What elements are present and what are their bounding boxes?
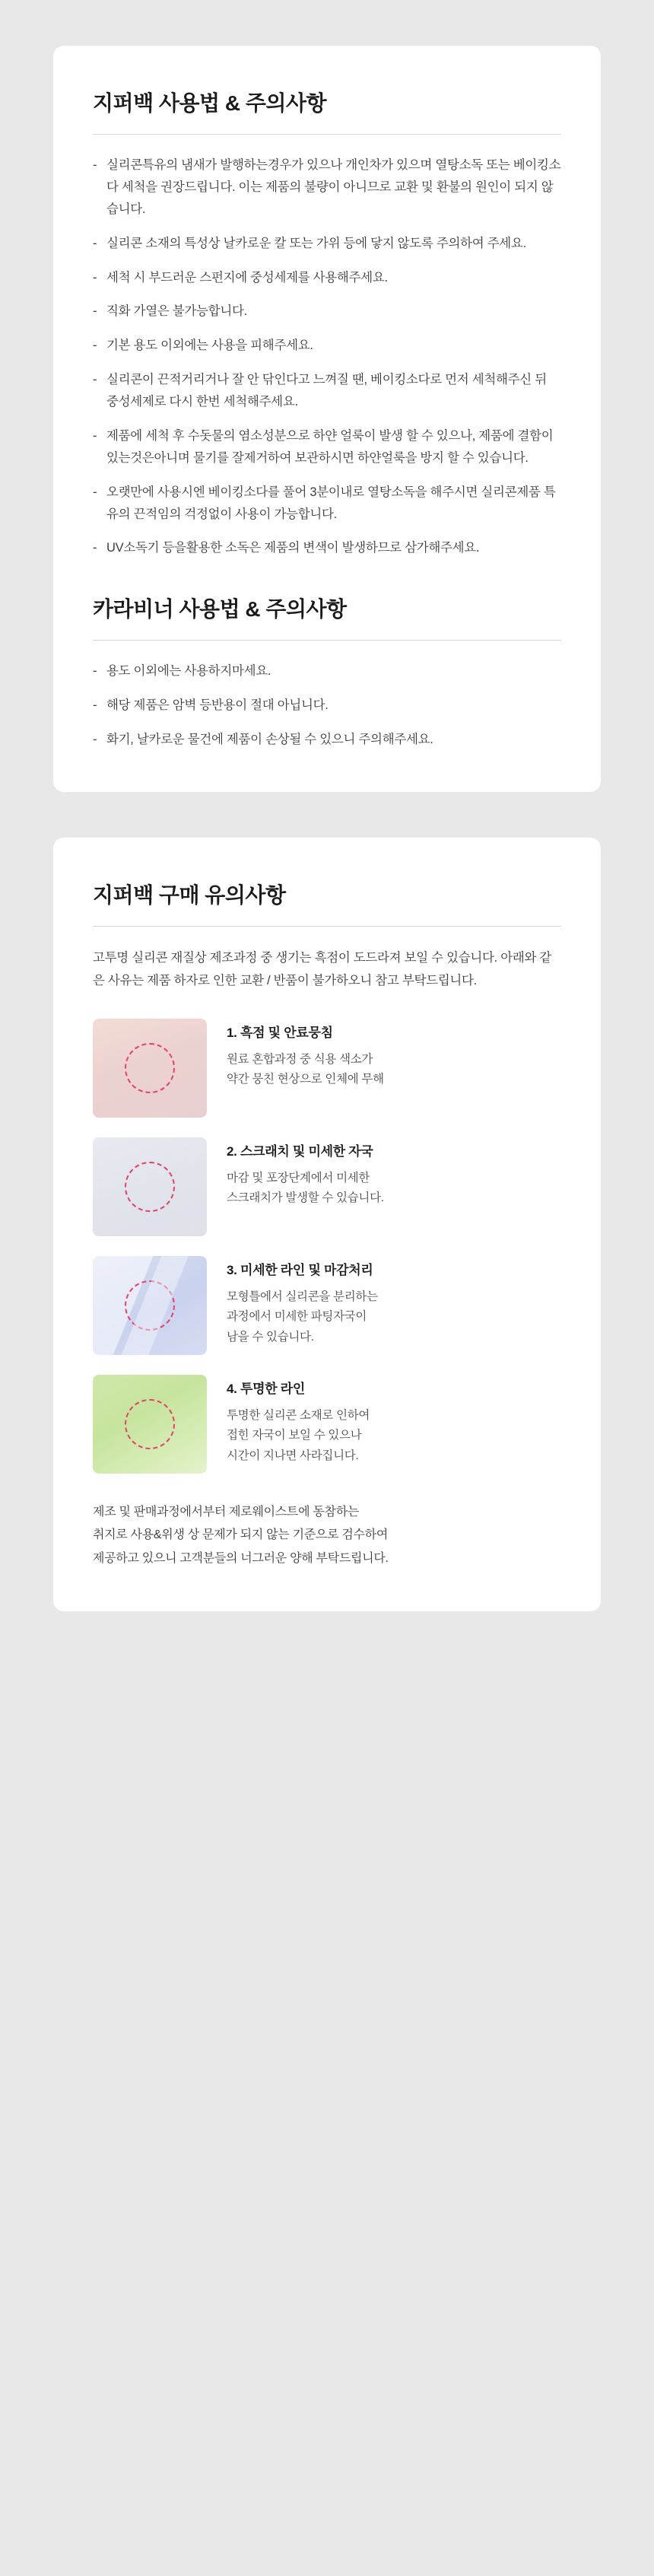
highlight-circle-icon — [125, 1162, 175, 1212]
blue-swatch — [93, 1256, 207, 1355]
list-item-text: 실리콘특유의 냄새가 발행하는경우가 있으나 개인차가 있으며 열탕소독 또는 베이킹소다 세척을 권장드립니다. 이는 제품의 불량이 아니므로 교환 및 환불의 원인이 되지 않습니다. — [106, 158, 561, 216]
green-swatch — [93, 1375, 207, 1474]
list-item — [93, 729, 561, 751]
dash-bullet: - — [93, 270, 97, 285]
list-item-text: 오랫만에 사용시엔 베이킹소다를 풀어 3분이내로 열탕소독을 해주시면 실리콘제품 특유의 끈적임의 걱정없이 사용이 가능합니다. — [106, 485, 556, 521]
dash-bullet: - — [93, 541, 97, 555]
carabiner-usage-list — [93, 660, 561, 751]
list-item-text: 실리콘 소재의 특성상 날카로운 칼 또는 가위 등에 닿지 않도록 주의하여 주세요. — [106, 236, 526, 250]
list-item — [93, 660, 561, 682]
list-item — [93, 301, 561, 323]
dash-bullet: - — [93, 485, 97, 499]
list-item — [93, 267, 561, 289]
highlight-circle-icon — [125, 1043, 175, 1093]
list-item — [93, 335, 561, 357]
defect-item-2 — [93, 1137, 561, 1236]
list-item — [93, 425, 561, 469]
defect-description: 투명한 실리콘 소재로 인하여 접힌 자국이 보일 수 있으나 시간이 지나면 사라집니다. — [227, 1408, 370, 1462]
defect-item-1 — [93, 1019, 561, 1118]
divider — [93, 926, 561, 927]
divider — [93, 134, 561, 135]
list-item-text: UV소독기 등을활용한 소독은 제품의 변색이 발생하므로 삼가해주세요. — [106, 541, 480, 555]
list-item — [93, 482, 561, 526]
list-item — [93, 233, 561, 255]
defect-title: 2. 스크래치 및 미세한 자국 — [227, 1143, 373, 1159]
list-item-text: 직화 가열은 불가능합니다. — [106, 304, 247, 319]
defect-description: 마감 및 포장단계에서 미세한 스크래치가 발생할 수 있습니다. — [227, 1171, 384, 1205]
list-item — [93, 537, 561, 559]
list-item — [93, 154, 561, 221]
defect-title: 1. 흑점 및 안료뭉침 — [227, 1025, 333, 1040]
dash-bullet: - — [93, 339, 97, 353]
zipperbag-usage-list — [93, 154, 561, 559]
dash-bullet: - — [93, 733, 97, 746]
defect-text-block — [207, 1137, 384, 1209]
carabiner-usage-title: 카라비너 사용법 & 주의사항 — [93, 597, 347, 622]
dash-bullet: - — [93, 158, 97, 172]
defect-title: 4. 투명한 라인 — [227, 1381, 306, 1396]
list-item-text: 용도 이외에는 사용하지마세요. — [106, 664, 271, 679]
usage-cautions-card — [53, 46, 601, 792]
list-item — [93, 369, 561, 413]
dash-bullet: - — [93, 236, 97, 250]
purchase-notice-title: 지퍼백 구매 유의사항 — [93, 883, 286, 907]
highlight-circle-icon — [125, 1399, 175, 1449]
list-item — [93, 695, 561, 717]
defect-text-block — [207, 1375, 370, 1466]
grey-swatch — [93, 1137, 207, 1236]
list-item-text: 세척 시 부드러운 스펀지에 중성세제를 사용해주세요. — [106, 270, 388, 285]
defect-description: 원료 혼합과정 중 식용 색소가 약간 뭉친 현상으로 인체에 무해 — [227, 1052, 384, 1086]
divider — [93, 640, 561, 641]
pink-swatch — [93, 1019, 207, 1118]
dash-bullet: - — [93, 428, 97, 443]
defect-list — [93, 1019, 561, 1474]
list-item-text: 실리콘이 끈적거리거나 잘 안 닦인다고 느껴질 땐, 베이킹소다로 먼저 세척해주신 뒤 중성세제로 다시 한번 세척해주세요. — [106, 373, 547, 409]
defect-item-3 — [93, 1256, 561, 1355]
purchase-notice-intro: 고투명 실리콘 재질상 제조과정 중 생기는 흑점이 도드라져 보일 수 있습니다. 아래와 같은 사유는 제품 하자로 인한 교환 / 반품이 불가하오니 참고 부탁드립니다. — [93, 950, 552, 988]
list-item-text: 해당 제품은 암벽 등반용이 절대 아닙니다. — [106, 698, 329, 713]
spacer — [93, 559, 561, 593]
defect-text-block — [207, 1019, 384, 1090]
dash-bullet: - — [93, 373, 97, 387]
list-item-text: 화기, 날카로운 물건에 제품이 손상될 수 있으니 주의해주세요. — [106, 733, 433, 746]
zipperbag-usage-title: 지퍼백 사용법 & 주의사항 — [93, 91, 327, 115]
purchase-notice-outro: 제조 및 판매과정에서부터 제로웨이스트에 동참하는 취지로 사용&위생 상 문제가 되지 않는 기준으로 검수하여 제공하고 있으니 고객분들의 너그러운 양해 부탁드립니다. — [93, 1505, 389, 1565]
dash-bullet: - — [93, 664, 97, 679]
defect-item-4 — [93, 1375, 561, 1474]
dash-bullet: - — [93, 698, 97, 713]
list-item-text: 제품에 세척 후 수돗물의 염소성분으로 하얀 얼룩이 발생 할 수 있으나, 제품에 결함이있는것은아니며 물기를 잘제거하여 보관하시면 하얀얼룩을 방지 할 수 있습니다. — [106, 428, 554, 465]
purchase-notice-card — [53, 838, 601, 1611]
defect-text-block — [207, 1256, 378, 1347]
highlight-circle-icon — [125, 1280, 175, 1331]
defect-description: 모형틀에서 실리콘을 분리하는 과정에서 미세한 파팅자국이 남을 수 있습니다. — [227, 1290, 378, 1344]
defect-title: 3. 미세한 라인 및 마감처리 — [227, 1262, 373, 1277]
dash-bullet: - — [93, 304, 97, 319]
list-item-text: 기본 용도 이외에는 사용을 피해주세요. — [106, 339, 313, 353]
